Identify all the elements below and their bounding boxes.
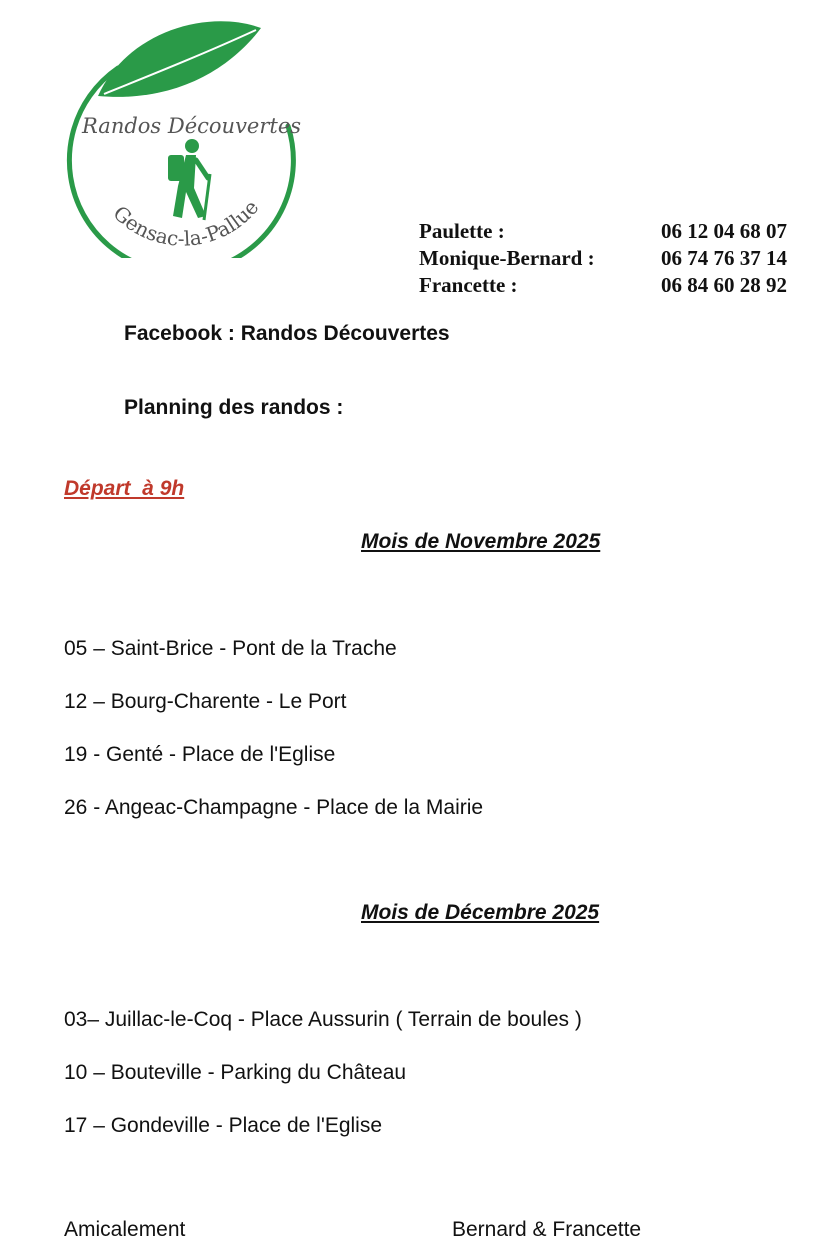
month-title-november: Mois de Novembre 2025 [361, 530, 601, 553]
list-item: 12 – Bourg-Charente - Le Port [64, 690, 347, 713]
contact-row [419, 273, 819, 300]
club-logo [56, 8, 306, 258]
contact-row [419, 246, 819, 273]
logo-town-text: Gensac-la-Pallue [108, 195, 264, 251]
contact-name: Francette : [419, 273, 518, 297]
contact-name: Paulette : [419, 219, 505, 243]
contact-list [419, 219, 819, 300]
facebook-line: Facebook : Randos Découvertes [124, 322, 450, 345]
contact-phone: 06 84 60 28 92 [661, 273, 787, 297]
contact-row [419, 219, 819, 246]
hiker-icon [168, 139, 210, 220]
planning-title: Planning des randos : [124, 396, 344, 419]
logo-name-text: Randos Découvertes [82, 114, 302, 138]
contact-phone: 06 74 76 37 14 [661, 246, 787, 270]
contact-name: Monique-Bernard : [419, 246, 595, 270]
list-item: 10 – Bouteville - Parking du Château [64, 1061, 407, 1084]
list-item: 26 - Angeac-Champagne - Place de la Mairie [64, 796, 484, 819]
list-item: 05 – Saint-Brice - Pont de la Trache [64, 637, 397, 660]
list-item: 17 – Gondeville - Place de l'Eglise [64, 1114, 383, 1137]
hike-list-december [64, 1008, 582, 1167]
closing-signature: Bernard & Francette [452, 1218, 642, 1241]
contact-phone: 06 12 04 68 07 [661, 219, 787, 243]
list-item: 03– Juillac-le-Coq - Place Aussurin ( Terrain de boules ) [64, 1008, 582, 1031]
departure-time: Départ à 9h [64, 477, 185, 500]
month-title-december: Mois de Décembre 2025 [361, 901, 600, 924]
closing-greeting: Amicalement [64, 1218, 186, 1241]
hike-list-november [64, 637, 483, 849]
list-item: 19 - Genté - Place de l'Eglise [64, 743, 336, 766]
